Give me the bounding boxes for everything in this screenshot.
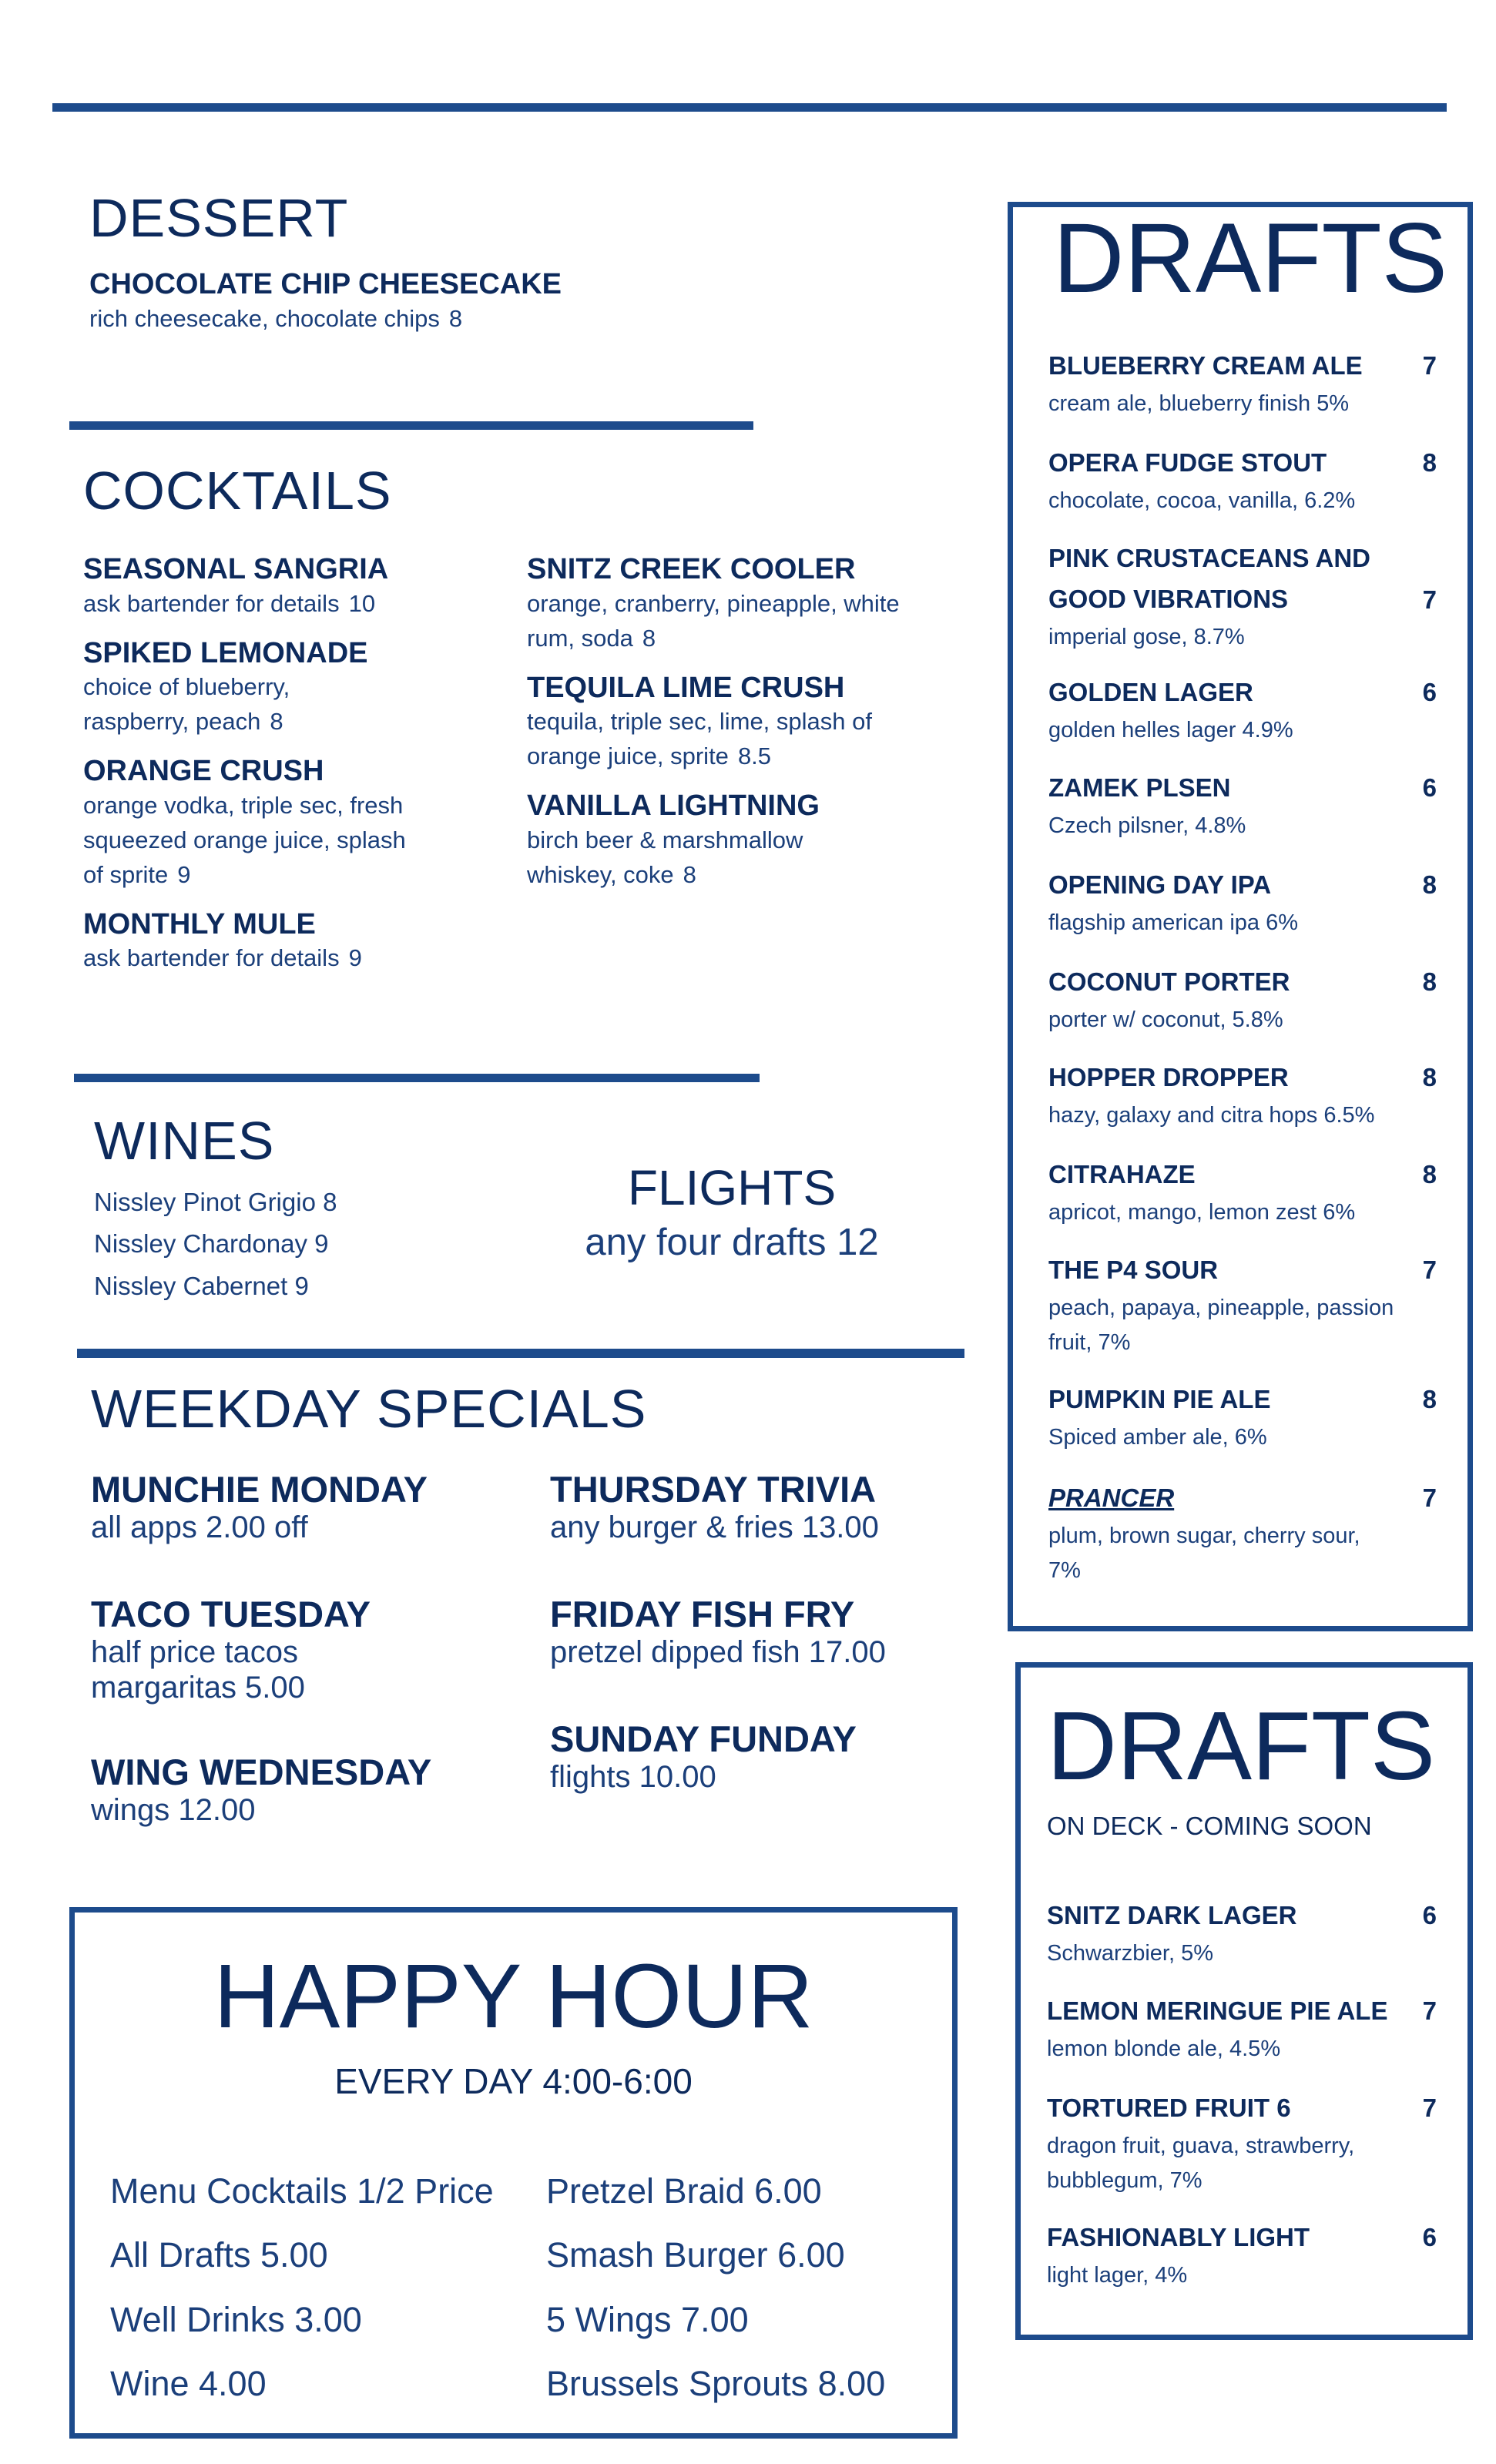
happy-hour-left-list (110, 2159, 494, 2415)
special-desc: half price tacos (91, 1634, 299, 1669)
wines-section (94, 1111, 495, 1307)
item-name: SNITZ CREEK COOLER (527, 553, 856, 585)
cocktails-title: COCKTAILS (83, 461, 392, 521)
happy-hour-title: HAPPY HOUR (213, 1946, 813, 2047)
draft-name: PRANCER (1048, 1483, 1175, 1512)
draft-desc: apricot, mango, lemon zest 6% (1048, 1199, 1356, 1225)
draft-item (1047, 2218, 1437, 2293)
special-name: TACO TUESDAY (91, 1594, 371, 1634)
draft-desc: flagship american ipa 6% (1048, 910, 1299, 935)
draft-name: GOLDEN LAGER (1048, 678, 1253, 706)
special-item (91, 1594, 522, 1752)
item-desc: orange, cranberry, pineapple, white rum, soda (527, 589, 900, 652)
special-desc: margaritas 5.00 (91, 1670, 305, 1705)
item-price: 9 (177, 860, 191, 888)
item-desc: rich cheesecake, chocolate chips (89, 304, 440, 332)
divider-cocktails (74, 1074, 760, 1082)
special-name: MUNCHIE MONDAY (91, 1469, 428, 1510)
menu-item (83, 755, 422, 893)
item-name: SPIKED LEMONADE (83, 636, 368, 669)
item-name: ORANGE CRUSH (83, 755, 324, 788)
divider-dessert (69, 421, 753, 430)
draft-name: SNITZ DARK LAGER (1047, 1901, 1297, 1929)
item-name: MONTHLY MULE (83, 907, 316, 940)
draft-desc: peach, papaya, pineapple, passion fruit, 7% (1048, 1295, 1394, 1355)
item-price: 9 (348, 944, 362, 972)
draft-item (1048, 1250, 1437, 1360)
drafts-title: DRAFTS (1053, 203, 1447, 313)
draft-desc: Schwarzbier, 5% (1047, 1940, 1213, 1966)
special-item (91, 1470, 522, 1594)
dessert-title: DESSERT (89, 188, 349, 248)
draft-name: ZAMEK PLSEN (1048, 773, 1231, 802)
specials-left-column (91, 1470, 522, 1828)
draft-price: 6 (1422, 773, 1437, 802)
draft-price: 7 (1422, 1996, 1437, 2025)
draft-price: 7 (1422, 585, 1437, 614)
draft-desc: lemon blonde ale, 4.5% (1047, 2036, 1281, 2061)
item-desc: tequila, triple sec, lime, splash of orange juice, sprite (527, 708, 872, 770)
draft-price: 8 (1422, 1063, 1437, 1091)
on-deck-box (1015, 1662, 1473, 2340)
draft-desc: chocolate, cocoa, vanilla, 6.2% (1048, 488, 1356, 513)
special-item (550, 1594, 981, 1719)
draft-item (1047, 1896, 1437, 1971)
flights-section (570, 1160, 894, 1268)
special-name: FRIDAY FISH FRY (550, 1594, 855, 1634)
happy-hour-item: All Drafts 5.00 (110, 2235, 328, 2275)
special-name: THURSDAY TRIVIA (550, 1469, 877, 1510)
wine-item: Nissley Chardonay 9 (94, 1229, 329, 1259)
drafts-box (1008, 202, 1473, 1631)
item-name: CHOCOLATE CHIP CHEESECAKE (89, 268, 562, 300)
item-price: 8 (642, 624, 656, 652)
draft-item (1048, 443, 1437, 518)
item-name: TEQUILA LIME CRUSH (527, 671, 845, 704)
draft-item (1048, 1478, 1437, 1588)
draft-price: 7 (1422, 1255, 1437, 1284)
special-desc: wings 12.00 (91, 1792, 256, 1827)
draft-desc: cream ale, blueberry finish 5% (1048, 391, 1350, 416)
special-desc: all apps 2.00 off (91, 1510, 308, 1544)
special-desc: any burger & fries 13.00 (550, 1510, 879, 1544)
dessert-section (89, 188, 721, 337)
draft-name: PINK CRUSTACEANS AND GOOD VIBRATIONS (1048, 544, 1371, 613)
menu-item (527, 672, 943, 775)
item-name: SEASONAL SANGRIA (83, 553, 389, 585)
special-name: SUNDAY FUNDAY (550, 1718, 857, 1759)
draft-item (1048, 538, 1437, 655)
item-price: 8 (270, 708, 283, 736)
draft-desc: hazy, galaxy and citra hops 6.5% (1048, 1102, 1375, 1128)
wine-item: Nissley Pinot Grigio 8 (94, 1188, 337, 1216)
weekday-specials-title: WEEKDAY SPECIALS (91, 1379, 647, 1439)
item-price: 8 (683, 860, 696, 888)
draft-price: 8 (1422, 1385, 1437, 1413)
draft-name: PUMPKIN PIE ALE (1048, 1385, 1271, 1413)
on-deck-subtitle: ON DECK - COMING SOON (1047, 1812, 1372, 1840)
happy-hour-item: 5 Wings 7.00 (546, 2299, 749, 2339)
draft-name: THE P4 SOUR (1048, 1255, 1219, 1284)
happy-hour-item: Well Drinks 3.00 (110, 2299, 362, 2339)
cocktails-section (83, 461, 969, 521)
draft-item (1048, 346, 1437, 421)
happy-hour-item: Smash Burger 6.00 (546, 2235, 845, 2275)
happy-hour-item: Wine 4.00 (110, 2363, 267, 2403)
draft-price: 8 (1422, 448, 1437, 477)
draft-name: COCONUT PORTER (1048, 967, 1290, 996)
divider-wines (77, 1349, 964, 1358)
flights-title: FLIGHTS (627, 1160, 837, 1215)
flights-desc: any four drafts 12 (585, 1222, 879, 1263)
wine-item: Nissley Cabernet 9 (94, 1271, 309, 1300)
menu-item (83, 553, 445, 622)
cocktails-right-column (527, 553, 943, 893)
item-name: VANILLA LIGHTNING (527, 789, 820, 823)
item-desc: orange vodka, triple sec, fresh squeezed orange juice, splash of sprite (83, 791, 406, 888)
draft-desc: porter w/ coconut, 5.8% (1048, 1007, 1283, 1032)
draft-name: BLUEBERRY CREAM ALE (1048, 351, 1363, 380)
draft-price: 8 (1422, 967, 1437, 996)
draft-name: LEMON MERINGUE PIE ALE (1047, 1996, 1388, 2025)
menu-item (83, 637, 376, 740)
draft-name: OPERA FUDGE STOUT (1048, 448, 1327, 477)
item-price: 8 (448, 304, 463, 332)
draft-price: 6 (1422, 2223, 1437, 2251)
draft-price: 8 (1422, 870, 1437, 899)
item-price: 10 (348, 589, 376, 617)
draft-item (1048, 1058, 1437, 1133)
item-desc: choice of blueberry, raspberry, peach (83, 673, 290, 736)
special-item (550, 1719, 981, 1795)
draft-price: 6 (1422, 1901, 1437, 1929)
menu-item (527, 553, 943, 656)
draft-item (1047, 2088, 1437, 2198)
draft-item (1047, 1991, 1437, 2067)
specials-right-column (550, 1470, 981, 1795)
item-desc: birch beer & marshmallow whiskey, coke (527, 826, 803, 888)
special-desc: pretzel dipped fish 17.00 (550, 1634, 886, 1669)
special-desc: flights 10.00 (550, 1759, 716, 1794)
draft-price: 8 (1422, 1160, 1437, 1188)
happy-hour-item: Pretzel Braid 6.00 (546, 2171, 822, 2211)
draft-price: 7 (1422, 351, 1437, 380)
menu-item (89, 268, 721, 337)
item-price: 8.5 (737, 743, 772, 770)
special-item (91, 1752, 522, 1828)
draft-item (1048, 1155, 1437, 1230)
draft-price: 7 (1422, 2094, 1437, 2122)
draft-name: HOPPER DROPPER (1048, 1063, 1289, 1091)
item-desc: ask bartender for details (83, 589, 340, 617)
draft-desc: plum, brown sugar, cherry sour, 7% (1048, 1523, 1360, 1583)
special-item (550, 1470, 981, 1594)
weekday-specials-section (91, 1379, 954, 1439)
menu-item (527, 789, 835, 893)
draft-desc: golden helles lager 4.9% (1048, 717, 1293, 743)
draft-item (1048, 1380, 1437, 1455)
draft-desc: Czech pilsner, 4.8% (1048, 813, 1246, 838)
draft-item (1048, 962, 1437, 1038)
draft-price: 7 (1422, 1483, 1437, 1512)
draft-name: OPENING DAY IPA (1048, 870, 1272, 899)
happy-hour-item: Menu Cocktails 1/2 Price (110, 2171, 494, 2211)
special-name: WING WEDNESDAY (91, 1752, 432, 1792)
draft-desc: Spiced amber ale, 6% (1048, 1424, 1267, 1450)
top-divider (52, 103, 1447, 112)
happy-hour-subtitle: EVERY DAY 4:00-6:00 (334, 2061, 693, 2101)
happy-hour-box (69, 1907, 958, 2439)
happy-hour-right-list (546, 2159, 885, 2415)
on-deck-title: DRAFTS (1047, 1691, 1435, 1800)
draft-desc: dragon fruit, guava, strawberry, bubblegum, 7% (1047, 2133, 1355, 2193)
happy-hour-item: Brussels Sprouts 8.00 (546, 2363, 886, 2403)
draft-name: TORTURED FRUIT 6 (1047, 2094, 1291, 2122)
draft-item (1048, 865, 1437, 940)
menu-item (83, 908, 445, 977)
draft-desc: light lager, 4% (1047, 2262, 1188, 2288)
wines-title: WINES (94, 1111, 275, 1171)
draft-item (1048, 672, 1437, 748)
draft-name: FASHIONABLY LIGHT (1047, 2223, 1310, 2251)
item-desc: ask bartender for details (83, 944, 340, 972)
cocktails-left-column (83, 553, 445, 976)
draft-name: CITRAHAZE (1048, 1160, 1196, 1188)
draft-desc: imperial gose, 8.7% (1048, 624, 1245, 649)
draft-item (1048, 768, 1437, 843)
draft-price: 6 (1422, 678, 1437, 706)
